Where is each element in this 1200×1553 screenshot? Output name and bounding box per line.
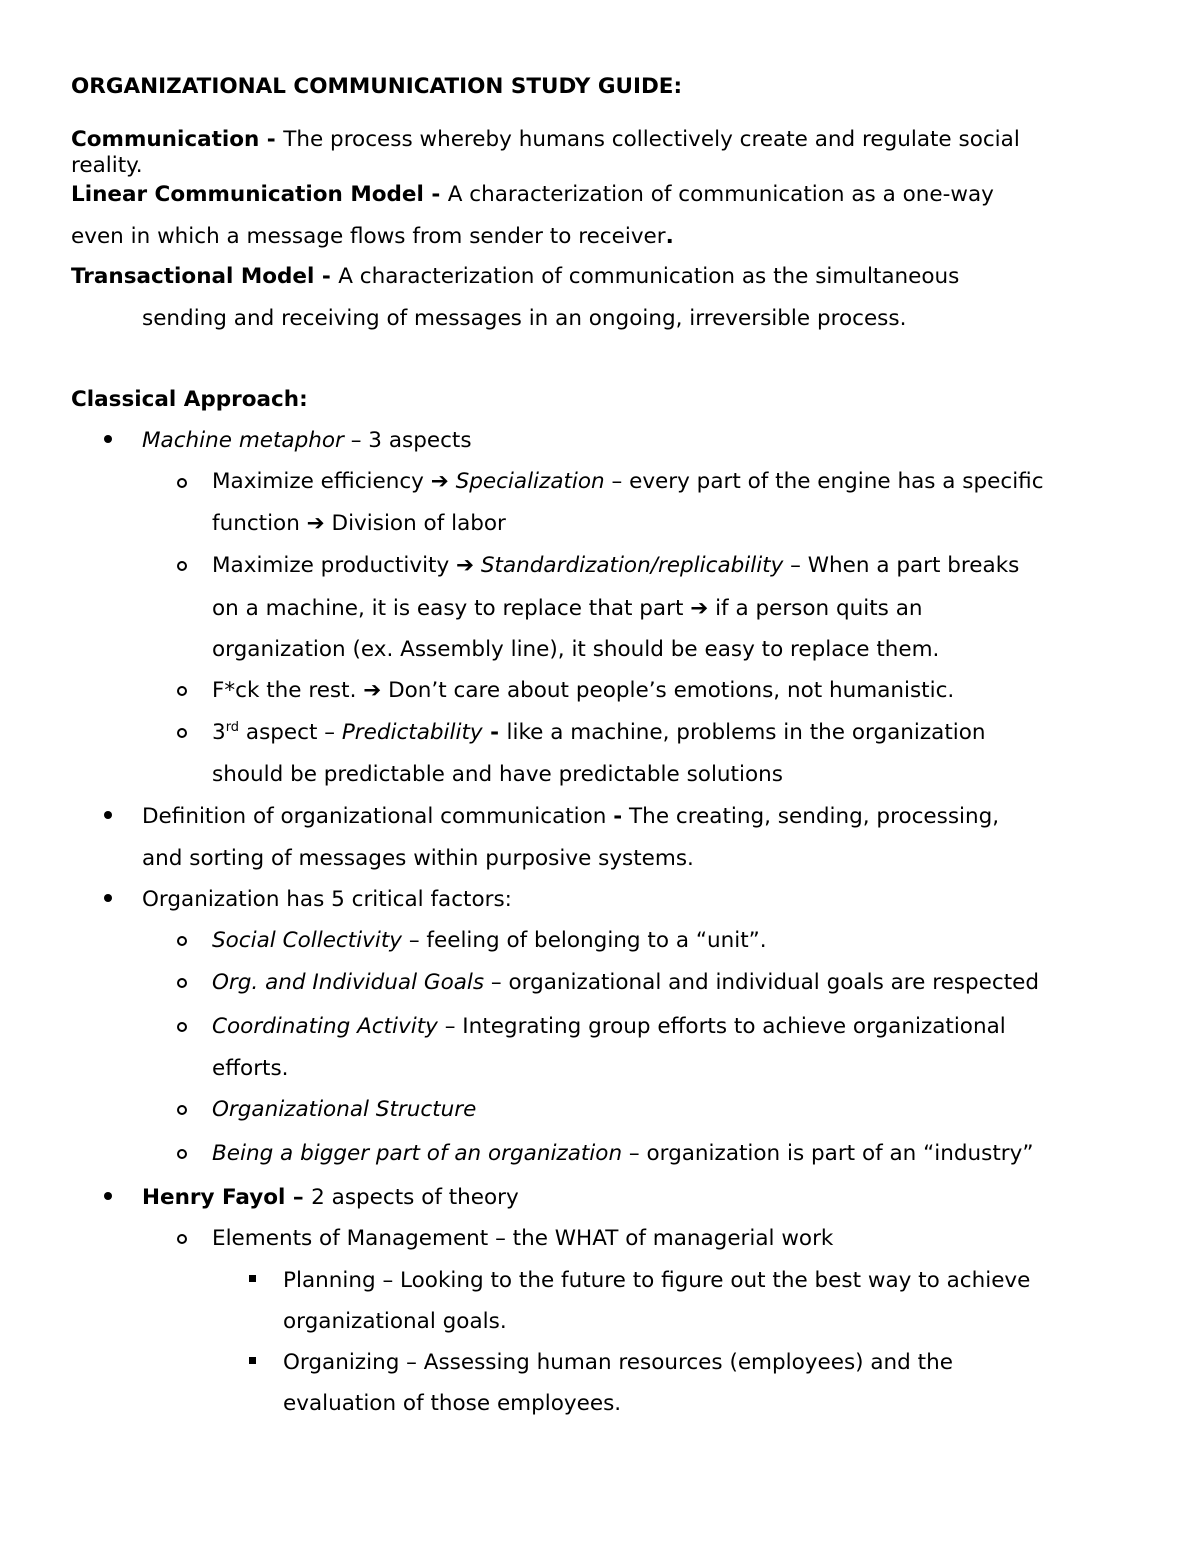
list-item-organizing: Organizing – Assessing human resources (employees) and the xyxy=(283,1350,953,1375)
arrow-icon: ➔ xyxy=(456,553,475,578)
def-transactional xyxy=(71,266,959,288)
list-item-productivity-cont2: organization (ex. Assembly line), it should be easy to replace them. xyxy=(212,637,940,662)
item-text: like a machine, problems in the organization xyxy=(506,720,986,745)
page-title: ORGANIZATIONAL COMMUNICATION STUDY GUIDE: xyxy=(71,74,683,99)
list-item-factors: Organization has 5 critical factors: xyxy=(142,887,512,912)
item-term: Specialization xyxy=(455,469,605,494)
def-text: A characterization of communication as the simultaneous xyxy=(338,264,960,289)
item-dash: - xyxy=(613,804,623,829)
ordinal-suffix: rd xyxy=(225,720,240,735)
item-term: Social Collectivity xyxy=(212,928,402,953)
item-text: 2 aspects of theory xyxy=(311,1185,519,1210)
list-item-bigger xyxy=(212,1143,1034,1165)
bullet-icon xyxy=(104,811,112,819)
def-text: A characterization of communication as a one-way xyxy=(447,182,994,207)
bullet-circle-icon xyxy=(177,686,187,696)
def-period: . xyxy=(665,224,674,249)
item-term: Machine metaphor xyxy=(142,428,344,453)
list-item-productivity-cont xyxy=(212,598,923,620)
bullet-circle-icon xyxy=(177,1022,187,1032)
list-item-machine xyxy=(142,430,472,452)
def-term: Communication - xyxy=(71,127,284,152)
bullet-circle-icon xyxy=(177,1149,187,1159)
arrow-icon: ➔ xyxy=(306,511,325,536)
arrow-icon: ➔ xyxy=(430,469,449,494)
item-text: 3 xyxy=(212,720,226,745)
item-text: Maximize productivity xyxy=(212,553,457,578)
item-text: Division of labor xyxy=(324,511,506,536)
bullet-square-icon xyxy=(249,1275,256,1282)
def-communication xyxy=(71,129,1020,151)
item-text: The creating, sending, processing, xyxy=(622,804,1000,829)
item-text: Definition of organizational communication xyxy=(142,804,614,829)
item-term: Coordinating Activity xyxy=(212,1014,438,1039)
item-term: Org. and Individual Goals xyxy=(212,970,485,995)
list-item-organizing-cont: evaluation of those employees. xyxy=(283,1391,622,1416)
list-item-productivity xyxy=(212,555,1019,577)
item-text: on a machine, it is easy to replace that part xyxy=(212,596,691,621)
bullet-circle-icon xyxy=(177,936,187,946)
item-text: – feeling of belonging to a “unit”. xyxy=(402,928,767,953)
list-item-definition xyxy=(142,806,999,828)
list-item-coordinating xyxy=(212,1016,1006,1038)
list-item-planning: Planning – Looking to the future to figure out the best way to achieve xyxy=(283,1268,1031,1293)
bullet-circle-icon xyxy=(177,561,187,571)
item-text: – every part of the engine has a specific xyxy=(604,469,1044,494)
def-linear xyxy=(71,184,994,206)
bullet-circle-icon xyxy=(177,728,187,738)
list-item-efficiency xyxy=(212,471,1044,493)
item-text: aspect – xyxy=(239,720,342,745)
list-item-elements: Elements of Management – the WHAT of managerial work xyxy=(212,1226,834,1251)
arrow-icon: ➔ xyxy=(690,596,709,621)
bullet-square-icon xyxy=(249,1357,256,1364)
bullet-circle-icon xyxy=(177,1234,187,1244)
list-item-definition-cont: and sorting of messages within purposive systems. xyxy=(142,846,694,871)
list-item-fayol xyxy=(142,1187,519,1209)
item-text: F*ck the rest. xyxy=(212,678,364,703)
def-term: Transactional Model - xyxy=(71,264,339,289)
list-item-goals xyxy=(212,972,1039,994)
def-term: Linear Communication Model - xyxy=(71,182,448,207)
bullet-icon xyxy=(104,435,112,443)
item-term: Standardization/replicability xyxy=(480,553,784,578)
list-item-structure: Organizational Structure xyxy=(212,1097,477,1122)
item-term: Being a bigger part of an organization xyxy=(212,1141,623,1166)
item-text: – 3 aspects xyxy=(343,428,472,453)
item-text: – When a part breaks xyxy=(783,553,1020,578)
list-item-third xyxy=(212,722,986,744)
item-text: – Integrating group efforts to achieve organizational xyxy=(437,1014,1006,1039)
def-text: even in which a message flows from sender to receiver xyxy=(71,224,666,249)
def-linear-cont xyxy=(71,226,674,248)
def-communication-cont: reality. xyxy=(71,153,143,178)
item-text: if a person quits an xyxy=(708,596,923,621)
bullet-icon xyxy=(104,1192,112,1200)
list-item-third-cont: should be predictable and have predictable solutions xyxy=(212,762,783,787)
bullet-circle-icon xyxy=(177,1105,187,1115)
def-transactional-cont: sending and receiving of messages in an ongoing, irreversible process. xyxy=(142,306,907,331)
item-text: Don’t care about people’s emotions, not humanistic. xyxy=(381,678,955,703)
list-item-efficiency-cont xyxy=(212,513,506,535)
list-item-rest xyxy=(212,680,954,702)
list-item-planning-cont: organizational goals. xyxy=(283,1309,507,1334)
bullet-circle-icon xyxy=(177,978,187,988)
item-term: Henry Fayol – xyxy=(142,1185,312,1210)
section-heading: Classical Approach: xyxy=(71,387,308,412)
def-text: The process whereby humans collectively create and regulate social xyxy=(283,127,1020,152)
list-item-coordinating-cont: efforts. xyxy=(212,1056,289,1081)
item-text: Maximize efficiency xyxy=(212,469,431,494)
bullet-icon xyxy=(104,894,112,902)
item-text: function xyxy=(212,511,307,536)
item-text: – organization is part of an “industry” xyxy=(622,1141,1034,1166)
bullet-circle-icon xyxy=(177,478,187,488)
list-item-social xyxy=(212,930,767,952)
item-dash: - xyxy=(482,720,507,745)
item-term: Predictability xyxy=(341,720,483,745)
arrow-icon: ➔ xyxy=(363,678,382,703)
item-text: – organizational and individual goals are respected xyxy=(484,970,1040,995)
